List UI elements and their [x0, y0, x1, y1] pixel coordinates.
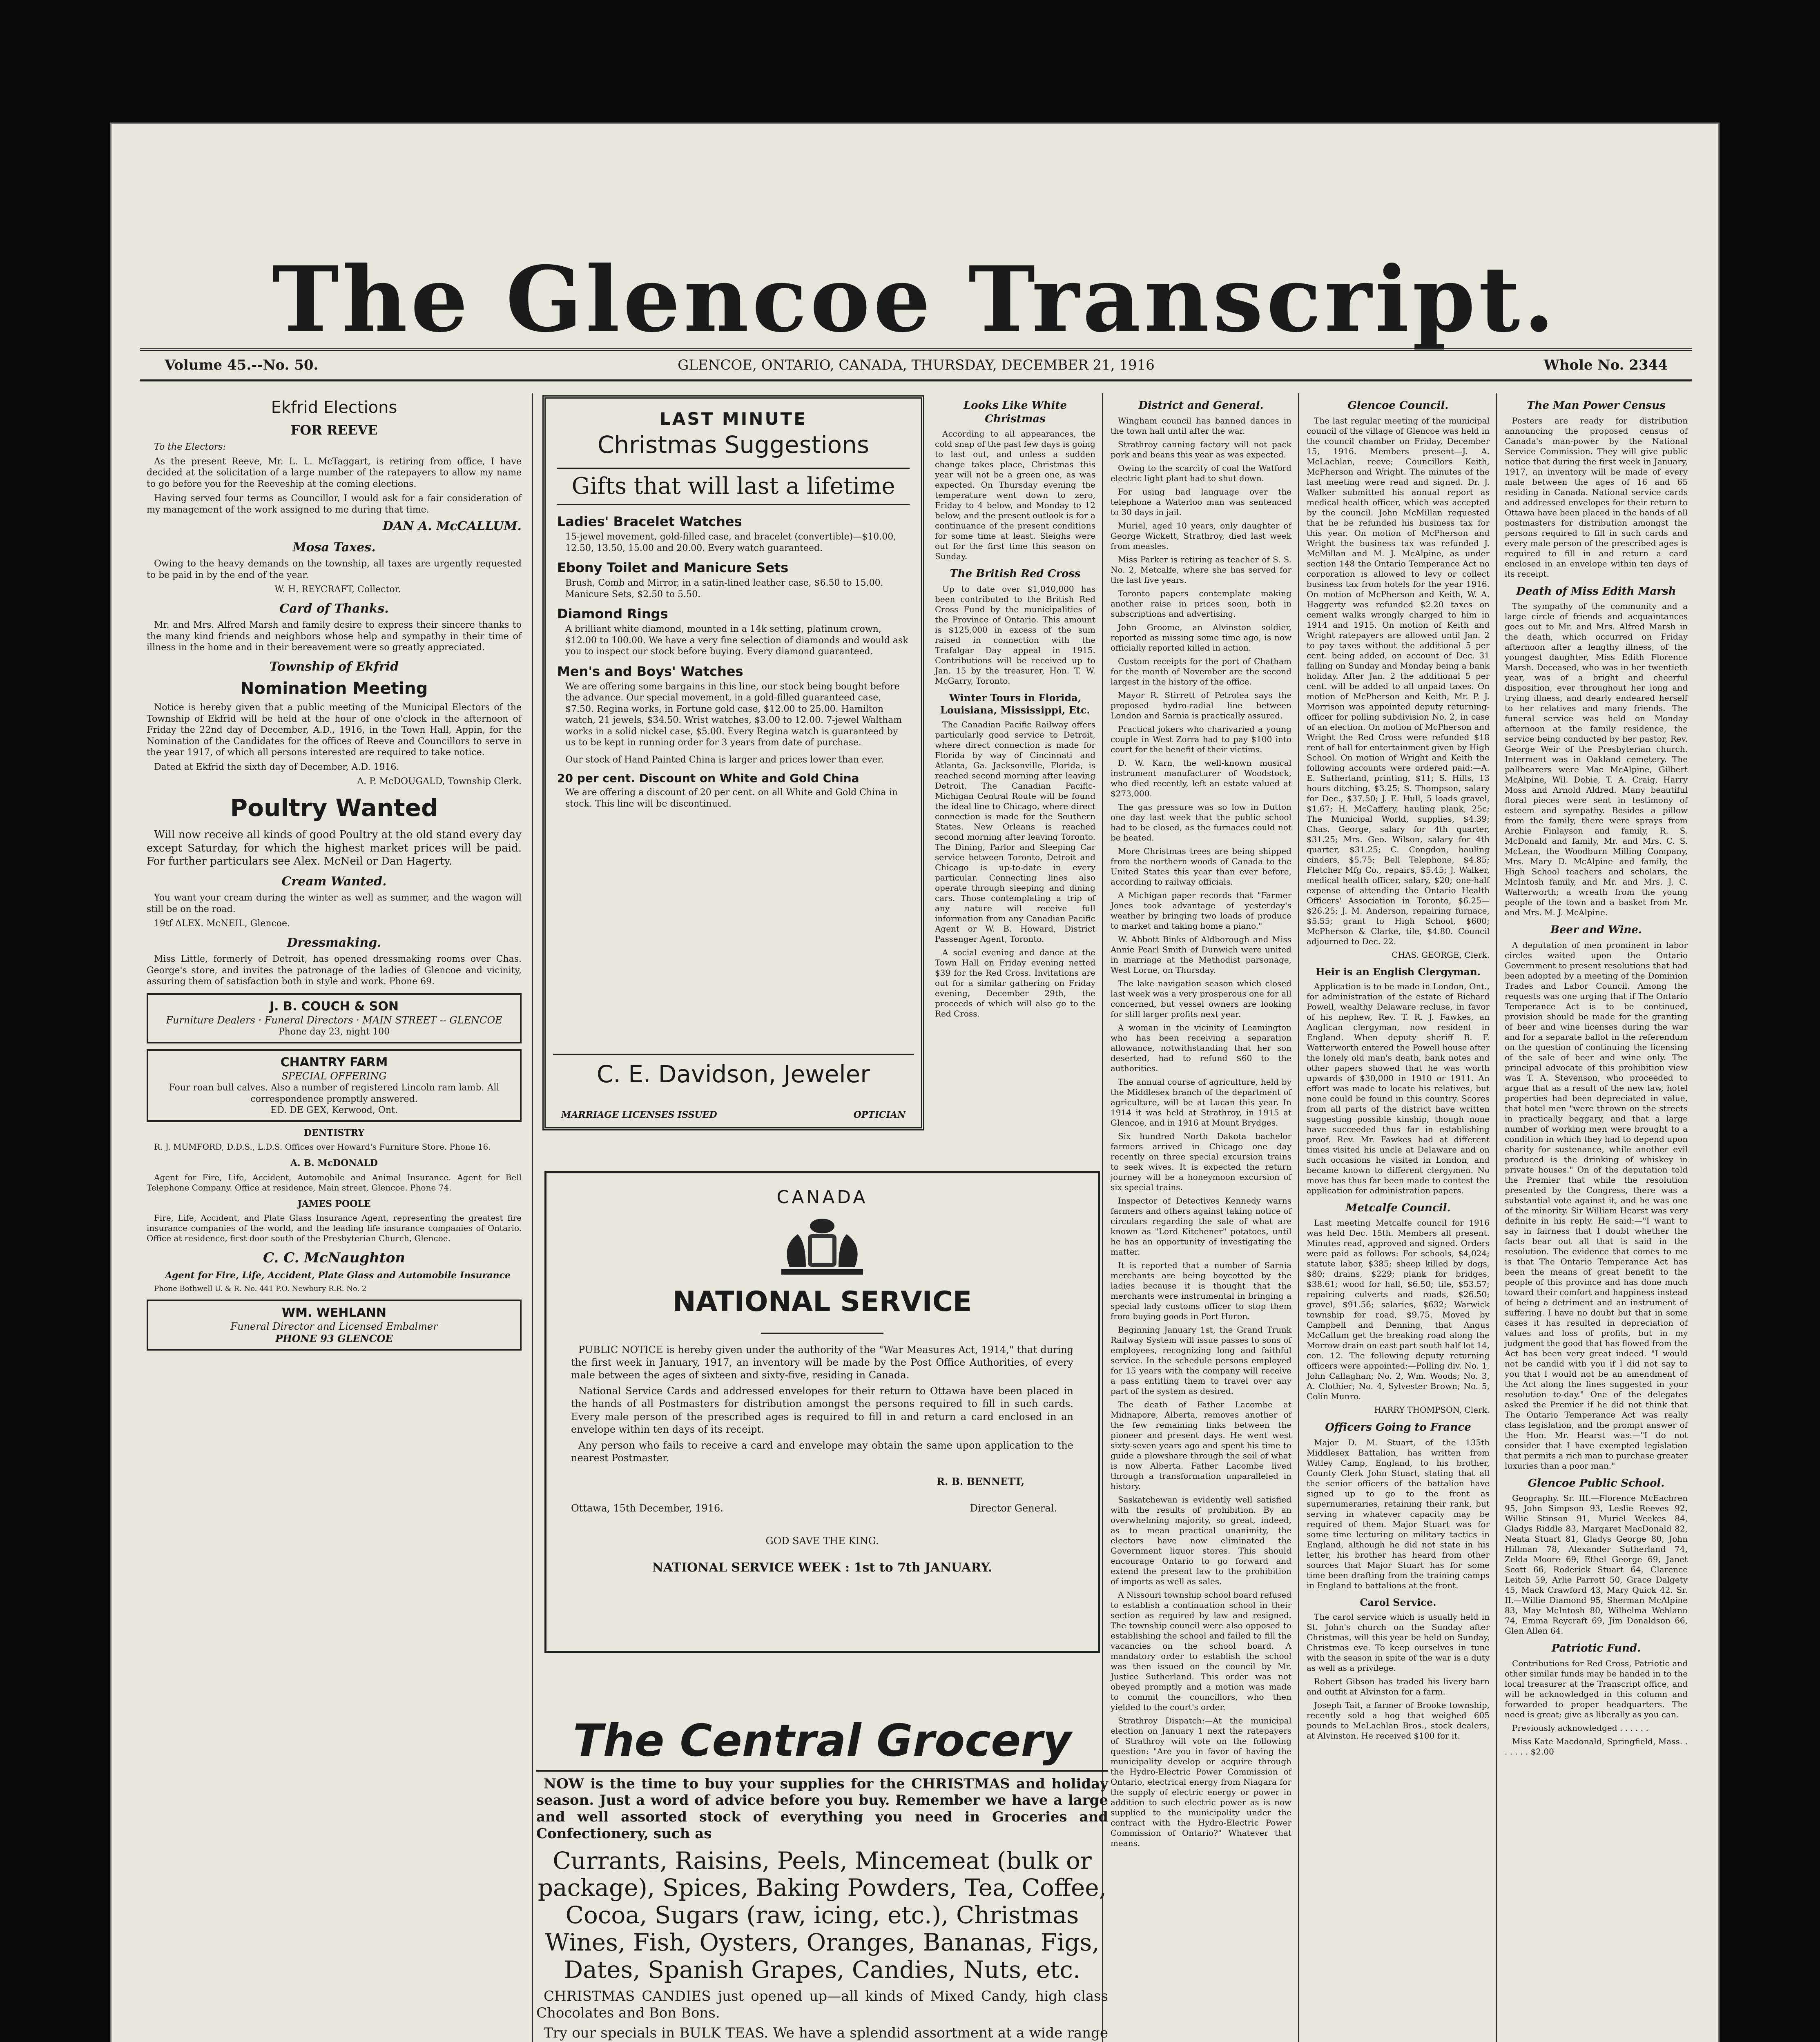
- district-item: Strathroy canning factory will not pack pork and beans this year as was expected.: [1111, 439, 1291, 459]
- xmas-title-1: LAST MINUTE: [660, 409, 807, 429]
- wehlann-subtitle: Funeral Director and Licensed Embalmer: [230, 1321, 438, 1333]
- officers-title: Officers Going to France: [1325, 1421, 1471, 1433]
- district-item: Miss Parker is retiring as teacher of S. S. No. 2, Metcalfe, where she has served for the last five years.: [1111, 554, 1291, 585]
- nomination-text: Notice is hereby given that a public meeting of the Municipal Electors of the Township of Ekfrid will be held at the hour of one o'clock in the afternoon of Friday the 22nd day of December, A.D., 1916, in the Town Hall, Appin, for the Nomination of the Candidates for the offices of Reeve and Councillors to serve in the year 1917, of which all persons interested are required to take notice.: [147, 702, 522, 758]
- wehlann-phone: PHONE 93 GLENCOE: [275, 1333, 393, 1345]
- death-text: The sympathy of the community and a large circle of friends and acquaintances goes out to Mr. and Mrs. Alfred Marsh in the death, which occurred on Friday afternoon after a lengthy illness, of the youngest daughter, Miss Edith Florence Marsh. Deceased, who was in her twentieth year, was of a bright and cheerful disposition, ever throughout her long and trying illness, and dearly endeared herself to her relatives and many friends. The funeral service was held on Monday afternoon at the family residence, the service being conducted by her pastor, Rev. George Weir of the Presbyterian church. Interment was in Oakland cemetery. The pallbearers were Mac McAlpine, Gilbert McAlpine, Wil. Dobie, T. A. Craig, Harry Moss and Arnold Aldred. Many beautiful floral pieces were sent in testimony of esteem and sympathy. Besides a pillow from the family, there were sprays from Archie Finlayson and family, R. S. McDonald and family, Mr. and Mrs. C. S. McLean, the Woodburn Milling Company, Mrs. Mary D. McAlpine and family, the High School teachers and scholars, the McIntosh family, and Mr. and Mrs. J. C. Walterworth; a wreath from the young people of the town and a basket from Mr. and Mrs. M. J. McAlpine.: [1505, 601, 1688, 917]
- district-item: The lake navigation season which closed last week was a very prosperous one for all concerned, but vessel owners are looking for still larger profits next year.: [1111, 978, 1291, 1019]
- couch-subtitle: Furniture Dealers · Funeral Directors · MAIN STREET -- GLENCOE: [166, 1014, 502, 1026]
- mcnaughton-phone: Phone Bothwell U. & R. No. 441 P.O. Newbury R.R. No. 2: [154, 1284, 367, 1293]
- tours-text: The Canadian Pacific Railway offers particularly good service to Detroit, where direct connection is made for Florida by way of Cincinnati and Atlanta, Ga. Jacksonville, Florida, is reached second morning after leaving Detroit. The Canadian Pacific-Michigan Central Route will be found the ideal line to Chicago, where direct connection is made for the Southern States. New Orleans is reached second morning after leaving Toronto. The Dining, Parlor and Sleeping Car service between Toronto, Detroit and Chicago is up-to-date in every particular. Connecting lines also operate through sleeping and dining cars. Those contemplating a trip of any nature will receive full information from any Canadian Pacific Agent or W. B. Howard, District Passenger Agent, Toronto.: [935, 719, 1095, 944]
- red-cross-title: The British Red Cross: [950, 568, 1081, 580]
- ns-notice-3: Any person who fails to receive a card and envelope may obtain the same upon application to the nearest Postmaster.: [571, 1439, 1073, 1464]
- district-item: Toronto papers contemplate making another raise in prices soon, both in subscriptions and advertising.: [1111, 588, 1291, 619]
- column-ekfrid: [140, 393, 528, 2042]
- cream-text: You want your cream during the winter as well as summer, and the wagon will still be on the road.: [147, 893, 522, 914]
- officers-text: Major D. M. Stuart, of the 135th Middlesex Battalion, has written from Witley Camp, England, to his brother, County Clerk John Stuart, stating that all the senior officers of the battalion have signed up to go to the front as supernumeraries, retaining their rank, but serving in whatever capacity may be required of them. Major Stuart was for some time lecturing on military tactics in England, although he did not state in his letter, his brother has heard from other sources that Major Stuart has for some time been drafting from the training camps in England to battalions at the front.: [1307, 1437, 1490, 1590]
- district-title: District and General.: [1138, 399, 1264, 412]
- white-xmas-text: According to all appearances, the cold snap of the past few days is going to last out, and unless a sudden change takes place, Christmas this year will not be a green one, as was expected. On Thursday evening the temperature went down to zero, Friday to 4 below, and Monday to 12 below, and the present outlook is for a continuance of the present conditions for some time at least. Sleighs were out for the first time this season on Sunday.: [935, 429, 1095, 561]
- social-text: A social evening and dance at the Town Hall on Friday evening netted $39 for the Red Cross. Invitations are out for a similar gathering on Friday evening, December 29th, the proceeds of which will also go to the Red Cross.: [935, 947, 1095, 1019]
- couch-ad: [147, 993, 522, 1043]
- christmas-ad: [542, 395, 924, 1130]
- cream-signature: 19tf ALEX. McNEIL, Glencoe.: [154, 918, 290, 929]
- xmas-china-note: Our stock of Hand Painted China is larger and prices lower than ever.: [565, 754, 884, 765]
- grocery-intro: NOW is the time to buy your supplies for the CHRISTMAS and holiday season. Just a word of advice before you buy. Remember we have a large and well assorted stock of everything you need in Groceries and Confectionery, such as: [536, 1775, 1108, 1842]
- poultry-title: Poultry Wanted: [230, 794, 438, 822]
- xmas-section-head: Diamond Rings: [557, 606, 668, 622]
- national-service-title: NATIONAL SERVICE: [672, 1286, 972, 1318]
- grocery-teas: Try our specials in BULK TEAS. We have a splendid assortment at a wide range: [544, 2024, 1108, 2041]
- grocery-candies: CHRISTMAS CANDIES just opened up—all kinds of Mixed Candy, high class Chocolates and Bon Bons.: [536, 1988, 1108, 2022]
- mcdonald-title: A. B. McDONALD: [290, 1158, 378, 1169]
- marriage-licenses: MARRIAGE LICENSES ISSUED: [561, 1109, 717, 1120]
- carol-text: The carol service which is usually held in St. John's church on the Sunday after Christmas, will this year be held on Sunday, Christmas eve. To keep ourselves in tune with the season in spite of the war is a duty as well as a privilege.: [1307, 1612, 1490, 1673]
- district-item: Custom receipts for the port of Chatham for the month of November are the second largest in the history of the office.: [1111, 656, 1291, 687]
- tours-title: Winter Tours in Florida, Louisiana, Mississippi, Etc.: [940, 691, 1091, 716]
- district-item: Mayor R. Stirrett of Petrolea says the proposed hydro-radial line between London and Sarnia is practically assured.: [1111, 690, 1291, 720]
- mcnaughton-subtitle: Agent for Fire, Life, Accident, Plate Glass and Automobile Insurance: [165, 1270, 511, 1281]
- census-title: The Man Power Census: [1527, 399, 1666, 412]
- district-item: A woman in the vicinity of Leamington who has been receiving a separation allowance, notwithstanding that her son deserted, had to refund $60 to the authorities.: [1111, 1022, 1291, 1073]
- beer-title: Beer and Wine.: [1550, 924, 1642, 936]
- district-item: More Christmas trees are being shipped from the northern woods of Canada to the United States this year than ever before, according to railway officials.: [1111, 846, 1291, 887]
- wehlann-ad: [147, 1300, 522, 1351]
- district-item: Strathroy Dispatch:—At the municipal election on January 1 next the ratepayers of Strathroy will vote on the following question: "Are you in favor of having the municipality develop or acquire through the Hydro-Electric Power Commission of Ontario, electrical energy from Niagara for the supply of electric energy or power in addition to such electric power as is now supplied to the municipality under the contract with the Hydro-Electric Power Commission of Ontario?" Whatever that means.: [1111, 1715, 1291, 1848]
- xmas-section-text: We are offering some bargains in this line, our stock being bought before the advance. Our special movement, in a gold-filled guaranteed case, $7.50. Regina works, in Fortune gold case, $12.00 to 25.00. Hamilton watch, 21 jewels, $34.50. Wrist watches, $3.00 to 12.00. 7-jewel Waltham works in a solid nickel case, $5.00. Every Regina watch is guaranteed by us to be kept in running order for 3 years from date of purchase.: [565, 681, 902, 748]
- column-rule: [1298, 393, 1299, 2042]
- dateline-text: GLENCOE, ONTARIO, CANADA, THURSDAY, DECEMBER 21, 1916: [678, 357, 1155, 373]
- dressmaking-title: Dressmaking.: [287, 935, 381, 950]
- chantry-text: Four roan bull calves. Also a number of registered Lincoln ram lamb. All correspondence promptly answered.: [169, 1083, 500, 1104]
- place-row: [571, 1502, 1073, 1518]
- district-item: The gas pressure was so low in Dutton one day last week that the public school had to be closed, as the furnaces could not be heated.: [1111, 802, 1291, 843]
- xmas-section-head: Men's and Boys' Watches: [557, 663, 743, 679]
- volume-number: Volume 45.--No. 50.: [165, 357, 319, 373]
- dressmaking-text: Miss Little, formerly of Detroit, has opened dressmaking rooms over Chas. George's store, and invites the patronage of the ladies of Glencoe and vicinity, assuring them of satisfaction both in style and work. Phone 69.: [147, 954, 522, 987]
- mosa-title: Mosa Taxes.: [292, 540, 376, 555]
- township-title: Township of Ekfrid: [269, 659, 399, 674]
- divider: [761, 1333, 883, 1334]
- council-signature: CHAS. GEORGE, Clerk.: [1392, 950, 1490, 960]
- district-item: Wingham council has banned dances in the town hall until after the war.: [1111, 415, 1291, 436]
- mcnaughton-title: C. C. McNaughton: [263, 1250, 406, 1266]
- dateline-bar: [140, 348, 1692, 381]
- gibson-text: Robert Gibson has traded his livery barn and outfit at Alvinston for a farm.: [1307, 1676, 1490, 1696]
- cream-title: Cream Wanted.: [281, 874, 387, 889]
- mosa-signature: W. H. REYCRAFT, Collector.: [274, 584, 401, 595]
- xmas-section-head: Ladies' Bracelet Watches: [557, 514, 742, 529]
- council-title: Glencoe Council.: [1347, 399, 1449, 412]
- patriotic-text: Contributions for Red Cross, Patriotic and other similar funds may be handed in to the local treasurer at the Transcript office, and will be acknowledged in this column and forwarded to proper headquarters. The need is great; give as liberally as you can.: [1505, 1658, 1688, 1719]
- chantry-subtitle: SPECIAL OFFERING: [281, 1070, 387, 1082]
- nomination-title: Nomination Meeting: [240, 679, 428, 698]
- district-item: A Michigan paper records that "Farmer Jones took advantage of yesterday's weather by bringing two loads of produce to market and taking home a piano.": [1111, 890, 1291, 931]
- red-cross-text: Up to date over $1,040,000 has been contributed to the British Red Cross Fund by the municipalities of the Province of Ontario. This amount is $125,000 in excess of the sum raised in connection with the Trafalgar Day appeal in 1915. Contributions will be received up to Jan. 15 by the treasurer, Hon. T. W. McGarry, Toronto.: [935, 584, 1095, 686]
- heir-text: Application is to be made in London, Ont., for administration of the estate of Richard Powell, wealthy Delaware recluse, in favor of his nephew, Rev. T. R. J. Fawkes, an Anglican clergyman, now resident in England. When deputy sheriff B. F. Watterworth entered the Powell house after the lonely old man's death, bank notes and other papers showed that he was worth upwards of $30,000 in 1910 or 1911. An effort was made to locate his relatives, but none could be found in this country. Scores from all parts of the district have written suggesting possible kinship, though none have succeeded thus far in establishing proof. Rev. Mr. Fawkes had at different times visited his uncle at Delaware and on such occasions he visited in London, and became known to different clergymen. No move has thus far been made to contest the application for administration papers.: [1307, 981, 1490, 1195]
- white-xmas-title: Looks Like White Christmas: [964, 399, 1067, 425]
- newspaper-page: [110, 123, 1720, 2042]
- column-glencoe-council: [1300, 393, 1496, 2042]
- couch-phone: Phone day 23, night 100: [278, 1027, 390, 1037]
- masthead-title: The Glencoe Transcript.: [272, 246, 1558, 352]
- metcalfe-signature: HARRY THOMPSON, Clerk.: [1374, 1405, 1490, 1415]
- beer-text: A deputation of men prominent in labor circles waited upon the Ontario Government to present resolutions that had been adopted by a meeting of the Dominion Trades and Labor Council. Among the requests was one urging that if The Ontario Temperance Act is to be continued, provision should be made for the granting of beer and wine licenses during the war and for a separate ballot in the referendum on the question of continuing the licensing of the sale of beer and wine only. The principal advocate of this prohibition view was T. A. Stevenson, who proceeded to argue that as a result of the new law, hotel properties had been depreciated in value, that hotel men "were thrown on the streets in practically beggary, and that a large number of working men were brought to a condition in which they had to depend upon charity for sustenance, while another evil produced is the drinking of whiskey in private houses." On of the deputation told the Premier that while the resolution presented by the Congress, there was a substantial vote against it, and he was one of the minority. Sir William Hearst was very definite in his reply. He said:—"I want to say in fairness that I doubt whether the facts bear out all that is said in the resolution. The evidence that comes to me is that The Ontario Temperance Act has been the means of great benefit to the people of this province and has done much toward their comfort and happiness instead of being a detriment and an instrument of suffering. I have no doubt but that in some cases it has resulted in depreciation of values and loss of profits, but in my judgment the good that has flowed from the Act has been very great indeed. "I would not be candid with you if I did not say to you that I would not be an amendment of the Act along the lines suggested in your resolution to-day." One of the delegates asked the Premier if he did not think that The Ontario Temperance Act was really class legislation, and the prompt answer of the Hon. Mr. Hearst was:—"I do not consider that I have exempted legislation that permits a rich man to purchase greater luxuries than a poor man.": [1505, 940, 1688, 1471]
- coat-of-arms-icon: [765, 1214, 879, 1279]
- ekfrid-title: Ekfrid Elections: [271, 398, 397, 417]
- optician-label: OPTICIAN: [853, 1109, 906, 1120]
- district-item: For using bad language over the telephone a Waterloo man was sentenced to 30 days in jail.: [1111, 486, 1291, 517]
- xmas-section-text: Brush, Comb and Mirror, in a satin-lined leather case, $6.50 to 15.00. Manicure Sets, $2.50 to 5.50.: [565, 578, 883, 600]
- patriotic-previous: Previously acknowledged . . . . . .: [1512, 1723, 1648, 1733]
- patriotic-donor: Miss Kate Macdonald, Springfield, Mass. . . . . . . $2.00: [1505, 1736, 1688, 1757]
- chantry-signature: ED. DE GEX, Kerwood, Ont.: [270, 1105, 398, 1116]
- district-item: Inspector of Detectives Kennedy warns farmers and others against taking notice of circulars regarding the sale of what are known as "Lord Kitchener" potatoes, until he has an opportunity of investigating the matter.: [1111, 1195, 1291, 1257]
- dentistry-title: DENTISTRY: [303, 1127, 365, 1138]
- metcalfe-title: Metcalfe Council.: [1345, 1202, 1451, 1214]
- central-grocery-ad: [532, 1714, 1112, 2042]
- wehlann-title: WM. WEHLANN: [281, 1305, 387, 1320]
- nomination-dated: Dated at Ekfrid the sixth day of December, A.D. 1916.: [154, 762, 399, 772]
- xmas-discount-head: 20 per cent. Discount on White and Gold China: [557, 771, 859, 785]
- district-item: John Groome, an Alvinston soldier, reported as missing some time ago, is now officially reported killed in action.: [1111, 622, 1291, 653]
- district-item: Beginning January 1st, the Grand Trunk Railway System will issue passes to sons of employees, recognizing long and faithful service. In the schedule persons employed for 15 years with the company will receive a pass entitling them to travel over any part of the system as desired.: [1111, 1324, 1291, 1396]
- xmas-title-3: Gifts that will last a lifetime: [557, 468, 910, 505]
- reeve-text-2: Having served four terms as Councillor, I would ask for a fair consideration of my management of the work assigned to me during that time.: [147, 493, 522, 515]
- national-service-ad: [544, 1171, 1100, 1653]
- mcdonald-text: Agent for Fire, Life, Accident, Automobile and Animal Insurance. Agent for Bell Telephone Company. Office at residence, Main street, Glencoe. Phone 74.: [147, 1172, 522, 1193]
- god-save: GOD SAVE THE KING.: [765, 1535, 879, 1547]
- signature-row: [571, 1475, 1073, 1491]
- xmas-section-text: 15-jewel movement, gold-filled case, and bracelet (convertible)—$10.00, 12.50, 13.50, 15.00 and 20.00. Every watch guaranteed.: [565, 532, 897, 553]
- ns-week: NATIONAL SERVICE WEEK : 1st to 7th JANUARY.: [652, 1560, 993, 1575]
- reeve-text: As the present Reeve, Mr. L. L. McTaggart, is retiring from office, I have decided at the solicitation of a large number of the ratepayers to allow my name to go before you for the Reeveship at the coming elections.: [147, 456, 522, 489]
- to-electors: To the Electors:: [154, 442, 226, 452]
- ns-notice-1: PUBLIC NOTICE is hereby given under the authority of the "War Measures Act, 1914," that during the first week in January, 1917, an inventory will be made by the Post Office Authorities, of every male between the ages of sixteen and sixty-five, residing in Canada.: [571, 1344, 1073, 1381]
- thanks-text: Mr. and Mrs. Alfred Marsh and family desire to express their sincere thanks to the many kind friends and neighbors whose help and sympathy in their time of illness in the home and in their bereavement were so greatly appreciated.: [147, 620, 522, 653]
- metcalfe-text: Last meeting Metcalfe council for 1916 was held Dec. 15th. Members all present. Minutes read, approved and signed. Orders were paid as follows: For schools, $4,024; statute labor, $385; sheep killed by dogs, $80; drains, $229; plank for bridges, $38.61; wood for hall, $6.50; tile, $53.57; repairing culverts and roads, $26.50; gravel, $91.56; salaries, $632; Warwick township for road, $9.75. Moved by Campbell and Denning, that Angus McCallum get the breaking road along the Morrow drain on east part south half lot 14, con. 12. The following deputy returning officers were appointed:—Polling div. No. 1, John Callaghan; No. 2, Wm. Woods; No. 3, A. Clothier; No. 4, Sylvester Brown; No. 5, Colin Munro.: [1307, 1218, 1490, 1401]
- column-district-general: [1104, 393, 1298, 2042]
- tait-text: Joseph Tait, a farmer of Brooke township, recently sold a hog that weighed 605 pounds to McLachlan Bros., stock dealers, at Alvinston. He received $100 for it.: [1307, 1700, 1490, 1741]
- nomination-signature: A. P. McDOUGALD, Township Clerk.: [357, 776, 522, 787]
- poole-title: JAMES POOLE: [297, 1198, 371, 1209]
- census-text: Posters are ready for distribution announcing the proposed census of Canada's man-power by the National Service Commission. They will give public notice that during the first week in January, 1917, an inventory will be made of every male between the ages of 16 and 65 residing in Canada. National service cards and addressed envelopes for their return to Ottawa have been placed in the hands of all postmasters for distribution amongst the persons required to fill in such cards and every male person of the prescribed ages is required to fill in and return a card enclosed in an envelope within ten days of its receipt.: [1505, 415, 1688, 579]
- patriotic-title: Patriotic Fund.: [1551, 1642, 1641, 1654]
- column-man-power: [1498, 393, 1694, 2042]
- mosa-text: Owing to the heavy demands on the township, all taxes are urgently requested to be paid in by the end of the year.: [147, 559, 522, 580]
- xmas-discount-text: We are offering a discount of 20 per cent. on all White and Gold China in stock. This line will be discontinued.: [565, 787, 898, 809]
- death-title: Death of Miss Edith Marsh: [1516, 585, 1676, 597]
- couch-title: J. B. COUCH & SON: [270, 999, 399, 1014]
- district-item: D. W. Karn, the well-known musical instrument manufacturer of Woodstock, who died recently, left an estate valued at $273,000.: [1111, 758, 1291, 798]
- district-item: It is reported that a number of Sarnia merchants are being boycotted by the ladies because it is thought that the merchants were instrumental in bringing a special lady customs officer to stop them from buying goods in Port Huron.: [1111, 1260, 1291, 1321]
- grocery-title: The Central Grocery: [536, 1714, 1108, 1772]
- for-reeve-heading: FOR REEVE: [290, 422, 378, 438]
- grocery-items: Currants, Raisins, Peels, Mincemeat (bulk or package), Spices, Baking Powders, Tea, Coffee, Cocoa, Sugars (raw, icing, etc.), Christmas Wines, Fish, Oysters, Oranges, Bananas, Figs, Dates, Spanish Grapes, Candies, Nuts, etc.: [538, 1846, 1107, 1984]
- district-item: The death of Father Lacombe at Midnapore, Alberta, removes another of the few remaining links between the pioneer and present days. He went west sixty-seven years ago and spent his time to guide a plowshare through the soil of what is now Alberta. Father Lacombe lived through a transformation unparalleled in history.: [1111, 1399, 1291, 1491]
- district-item: Owing to the scarcity of coal the Watford electric light plant had to shut down.: [1111, 463, 1291, 483]
- district-item: A Nissouri township school board refused to establish a continuation school in their section as required by law and resigned. The township council were also opposed to establishing the school and failed to fill the vacancies on the school board. A mandatory order to establish the school was then issued on the council by Mr. Justice Sutherland. This order was not obeyed promptly and a motion was made to commit the councillors, who then yielded to the court's order.: [1111, 1589, 1291, 1712]
- reeve-signature: DAN A. McCALLUM.: [382, 519, 522, 533]
- whole-number: Whole No. 2344: [1543, 357, 1668, 373]
- chantry-title: CHANTRY FARM: [280, 1055, 388, 1070]
- column-rule: [1496, 393, 1497, 2042]
- xmas-title-2: Christmas Suggestions: [597, 430, 870, 459]
- ns-notice-2: National Service Cards and addressed envelopes for their return to Ottawa have been placed in the hands of all Postmasters for distribution amongst the persons required to fill in such cards. Every male person of the prescribed ages is required to fill in and return a card enclosed in an envelope within ten days of its receipt.: [571, 1385, 1073, 1435]
- district-item: Muriel, aged 10 years, only daughter of George Wickett, Strathroy, died last week from measles.: [1111, 520, 1291, 551]
- school-title: Glencoe Public School.: [1528, 1477, 1665, 1489]
- poole-text: Fire, Life, Accident, and Plate Glass Insurance Agent, representing the greatest fire insurance companies of the world, and the leading life insurance companies of Ontario. Office at residence, first door south of the Presbyterian Church, Glencoe.: [147, 1213, 522, 1244]
- xmas-section-head: Ebony Toilet and Manicure Sets: [557, 560, 789, 575]
- ns-signer-title: Director General.: [970, 1503, 1057, 1514]
- district-item: The annual course of agriculture, held by the Middlesex branch of the department of agriculture, will be at Lucan this year. In 1914 it was held at Strathroy, in 1915 at Glencoe, and in 1916 at Mount Brydges.: [1111, 1077, 1291, 1128]
- dentistry-text: R. J. MUMFORD, D.D.S., L.D.S. Offices over Howard's Furniture Store. Phone 16.: [154, 1142, 491, 1152]
- thanks-title: Card of Thanks.: [279, 601, 389, 616]
- canada-heading: CANADA: [776, 1187, 868, 1208]
- district-item: Practical jokers who charivaried a young couple in West Zorra had to pay $100 into court for the benefit of their victims.: [1111, 724, 1291, 754]
- jeweler-name: C. E. Davidson, Jeweler: [596, 1060, 870, 1088]
- district-item: Saskatchewan is evidently well satisfied with the results of prohibition. By an overwhelming majority, so great, indeed, as to mean practical unanimity, the electors have now eliminated the Government liquor stores. This should encourage Ontario to go forward and extend the present law to the prohibition of imports as well as sales.: [1111, 1494, 1291, 1586]
- xmas-section-text: A brilliant white diamond, mounted in a 14k setting, platinum crown, $12.00 to 100.00. We have a very fine selection of diamonds and would ask you to inspect our stock before buying. Every diamond guaranteed.: [565, 624, 908, 657]
- column-white-christmas: [928, 393, 1102, 1169]
- chantry-ad: [147, 1049, 522, 1122]
- council-text: The last regular meeting of the municipal council of the village of Glencoe was held in the council chamber on Friday, December 15, 1916. Members present—J. A. McLachlan, reeve; Councillors Keith, McPherson and Wright. The minutes of the last meeting were read and signed. Dr. J. Walker submitted his annual report as medical health officer, which was accepted by the council. John McMillan requested that he be refunded his business tax for this year. On motion of McPherson and Wright the business tax was refunded J. McMillan and M. J. McAlpine, as under section 148 the Ontario Temperance Act no corporation is allowed to levy or collect business tax from hotels for the year 1916. On motion of McPherson and Keith, W. A. Haggerty was refunded $2.20 taxes on cement walks wrongly charged to him in 1914 and 1915. On motion of Keith and Wright ratepayers are allowed until Jan. 2 to pay taxes without the additional 5 per cent. being added, on account of Dec. 31 falling on Sunday and Monday being a bank holiday. After Jan. 2 the additional 5 per cent. will be added to all unpaid taxes. On motion of McPherson and Keith, Mr. P. J. Morrison was appointed deputy returning-officer for polling subdivision No. 2, in case of an election. On motion of McPherson and Wright the Red Cross were refunded $18 rent of hall for entertainment given by High School. On motion of Wright and Keith the following accounts were ordered paid:—A. E. Sutherland, printing, $11; S. Hills, 13 hours ditching, $3.25; S. Thompson, salary for Dec., $37.50; J. E. Hull, 5 loads gravel, $1.67; H. McCaffery, hauling plank, 25c; The Municipal World, supplies, $4.39; Chas. George, salary for 4th quarter, $31.25; Mrs. Geo. Wilson, salary for 4th quarter, $31.25; C. Congdon, hauling cinders, $5.75; Bell Telephone, $4.85; Fletcher Mfg Co., repairs, $5.45; J. Walker, medical health officer, salary, $20; one-half expense of attending the Ontario Health Officers' Association in Toronto, $6.25—$26.25; J. M. Anderson, repairing furnace, $5.55; grant to High School, $600; McPherson & Clarke, tile, $4.80. Council adjourned to Dec. 22.: [1307, 415, 1490, 946]
- poultry-text: Will now receive all kinds of good Poultry at the old stand every day except Saturday, for which the highest market prices will be paid. For further particulars see Alex. McNeil or Dan Hagerty.: [147, 829, 522, 868]
- ns-place: Ottawa, 15th December, 1916.: [571, 1503, 723, 1514]
- district-item: W. Abbott Binks of Aldborough and Miss Annie Pearl Smith of Dunwich were united in marriage at the Methodist parsonage, West Lorne, on Thursday.: [1111, 934, 1291, 975]
- district-item: Six hundred North Dakota bachelor farmers arrived in Chicago one day recently on three special excursion trains to seek wives. It is expected the return journey will be a honeymoon excursion of six special trains.: [1111, 1131, 1291, 1192]
- heir-title: Heir is an English Clergyman.: [1315, 965, 1481, 978]
- carol-title: Carol Service.: [1360, 1596, 1436, 1608]
- ns-signer: R. B. BENNETT,: [937, 1476, 1024, 1488]
- xmas-footer: [553, 1054, 914, 1121]
- school-text: Geography. Sr. III.—Florence McEachren 95, John Simpson 93, Leslie Reeves 92, Willie Stinson 91, Muriel Weekes 84, Gladys Riddle 83, Margaret MacDonald 82, Neata Stuart 81, Gladys George 80, John Hillman 78, Alexander Sutherland 74, Zelda Moore 69, Ethel George 69, Janet Scott 66, Roderick Stuart 64, Clarence Leitch 59, Arlie Parrott 50, Grace Dalgety 45, Mack Crawford 43, Mary Quick 42. Sr. II.—Willie Diamond 95, Sherman McAlpine 83, May McIntosh 80, Wilhelma Wehlann 74, Emma Reycraft 69, Jim Donaldson 66, Glen Allen 64.: [1505, 1493, 1688, 1636]
